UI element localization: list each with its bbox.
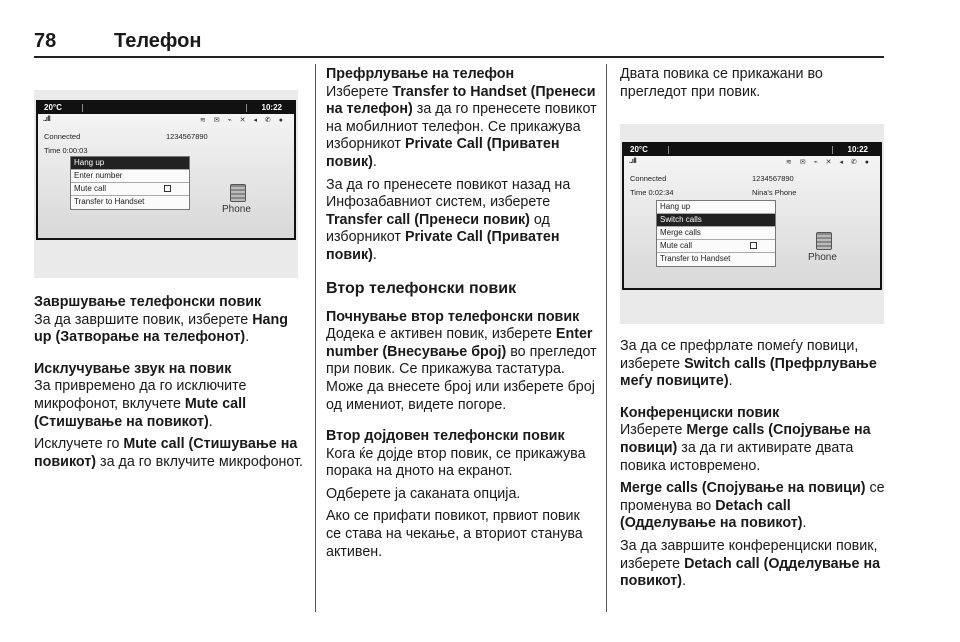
paragraph: Merge calls (Спојување на повици) се променува во Detach call (Одделување на повикот).: [620, 480, 885, 532]
column-3-top: [620, 66, 886, 106]
clock: 10:22: [847, 145, 868, 154]
menu-item-switch-calls[interactable]: Switch calls: [657, 214, 775, 227]
screen-body: [624, 156, 880, 288]
temperature: 20°C: [44, 103, 62, 112]
paragraph: За да завршите повик, изберете Hang up (Затворање на телефонот).: [34, 311, 288, 346]
status-icons: ≋ ✉ ⌁ ✕ ◂ ✆ ●: [785, 159, 872, 166]
paragraph: Кога ќе дојде втор повик, се прикажува порака на дното на екранот.: [326, 445, 586, 480]
call-menu: [656, 200, 776, 267]
clock: 10:22: [261, 103, 282, 112]
screen-body: [38, 114, 294, 238]
call-menu: [70, 156, 190, 210]
signal-icon: ..ıll: [43, 116, 51, 123]
menu-item-transfer[interactable]: Transfer to Handset: [74, 197, 145, 206]
heading-incoming: Втор дојдовен телефонски повик: [326, 428, 565, 445]
phone-icon: [230, 184, 246, 202]
menu-item-enter-number[interactable]: Enter number: [71, 170, 189, 183]
figure-call-screen: [34, 90, 298, 278]
status-bar: [624, 144, 880, 156]
paragraph: Изберете Merge calls (Спојување на повици) за да ги активирате двата повика истовремено.: [620, 422, 871, 474]
phone-label: Phone: [808, 252, 837, 263]
paragraph: За да го пренесете повикот назад на Инфозабавниот систем, изберете Transfer call (Пренеси повик) од изборникот Private Call (Приватен повик).: [326, 176, 571, 263]
column-divider: [606, 64, 607, 612]
checkbox-icon: [750, 242, 757, 249]
page-header: [34, 30, 884, 56]
screen: [622, 142, 882, 290]
heading-mute: Исклучување звук на повик: [34, 360, 232, 377]
paragraph: За да се префрлате помеѓу повици, изберете Switch calls (Префрлување меѓу повиците).: [620, 338, 877, 390]
status-bar: [38, 102, 294, 114]
heading-end-call: Завршување телефонски повик: [34, 294, 262, 310]
phone-number: 1234567890: [166, 132, 208, 141]
heading-second-call: Втор телефонски повик: [326, 279, 517, 297]
heading-transfer: Префрлување на телефон: [326, 66, 515, 82]
menu-item-mute-call[interactable]: Mute call: [71, 183, 189, 196]
phone-number: 1234567890: [752, 174, 794, 183]
heading-conference: Конференциски повик: [620, 404, 780, 421]
paragraph: Одберете ја саканата опција.: [326, 485, 521, 502]
paragraph: Изберете Transfer to Handset (Пренеси на телефон) за да го пренесете повикот на мобилниот телефон. Се прикажува изборникот Private Call (Приватен повик).: [326, 83, 597, 170]
page-title: Телефон: [114, 30, 202, 52]
column-3-bottom: [620, 338, 886, 596]
paragraph: Ако се прифати повикот, првиот повик се става на чекање, а вториот станува активен.: [326, 508, 583, 560]
checkbox-icon: [164, 185, 171, 192]
phone-icon: [816, 232, 832, 250]
paragraph: За да завршите конференциски повик, изберете Detach call (Одделување на повикот).: [620, 537, 881, 590]
call-time: Time 0:02:34: [630, 188, 674, 197]
paragraph: Двата повика се прикажани во прегледот при повик.: [620, 66, 823, 100]
paragraph: Додека е активен повик, изберете Enter number (Внесување број) во прегледот при повик. Се прикажува тастатура. Може да внесете број или изберете број од имениот, видете погоре.: [326, 326, 597, 413]
second-caller: Nina's Phone: [752, 188, 797, 197]
screen: [36, 100, 296, 240]
column-2: [326, 66, 598, 566]
menu-item-mute-call[interactable]: Mute call: [657, 240, 775, 253]
status-text: Connected: [630, 174, 667, 183]
column-divider: [315, 64, 316, 612]
heading-initiate: Почнување втор телефонски повик: [326, 308, 580, 325]
phone-label: Phone: [222, 204, 251, 215]
status-icons: ≋ ✉ ⌁ ✕ ◂ ✆ ●: [199, 117, 286, 124]
menu-item-hang-up[interactable]: Hang up: [657, 201, 775, 214]
header-rule: [34, 56, 884, 58]
menu-item-merge-calls[interactable]: Merge calls: [657, 227, 775, 240]
figure-two-calls-screen: [620, 124, 884, 324]
status-text: Connected: [44, 132, 81, 141]
paragraph: Исклучете го Mute call (Стишување на повикот) за да го вклучите микрофонот.: [34, 436, 304, 470]
call-time: Time 0:00:03: [44, 146, 88, 155]
page-number: 78: [34, 30, 57, 52]
paragraph: За привремено да го исключите микрофонот, вклучете Mute call (Стишување на повикот).: [34, 378, 247, 430]
menu-item-transfer[interactable]: Transfer to Handset: [660, 254, 731, 263]
column-1: [34, 294, 304, 476]
menu-item-hang-up[interactable]: Hang up: [71, 157, 189, 170]
signal-icon: ..ıll: [629, 158, 637, 165]
temperature: 20°C: [630, 145, 648, 154]
